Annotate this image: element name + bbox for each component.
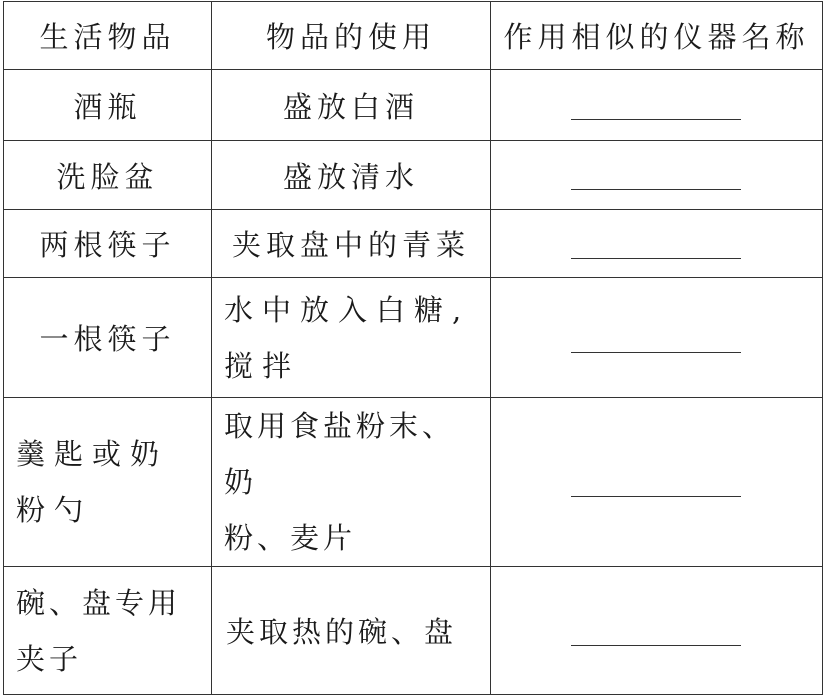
answer-cell: [491, 567, 823, 695]
usage-line: 取用食盐粉末、奶: [224, 409, 456, 499]
usage-line: 粉、麦片: [224, 521, 357, 555]
table-row: [4, 567, 823, 695]
answer-cell: [491, 70, 823, 141]
usage-cell: 盛放清水: [212, 141, 491, 210]
header-item-usage: 物品的使用: [212, 2, 491, 70]
table-row: [4, 278, 823, 398]
usage-line: 搅拌: [224, 348, 301, 383]
item-cell: [4, 398, 212, 567]
item-line: 羹匙或奶: [16, 437, 169, 471]
header-row: [4, 2, 823, 70]
answer-blank[interactable]: [571, 352, 741, 353]
table-row: [4, 70, 823, 141]
usage-line: 水中放入白糖,: [224, 292, 471, 327]
header-daily-item: 生活物品: [4, 2, 212, 70]
answer-cell: [491, 210, 823, 278]
answer-blank[interactable]: [571, 119, 741, 120]
answer-blank[interactable]: [571, 496, 741, 497]
answer-cell: [491, 278, 823, 398]
item-cell: 洗脸盆: [4, 141, 212, 210]
item-cell: [4, 567, 212, 695]
usage-cell: [212, 278, 491, 398]
answer-blank[interactable]: [571, 645, 741, 646]
item-line: 碗、盘专用: [16, 585, 182, 620]
table-row: [4, 398, 823, 567]
usage-cell: [212, 398, 491, 567]
table-row: [4, 141, 823, 210]
item-cell: 酒瓶: [4, 70, 212, 141]
answer-blank[interactable]: [571, 258, 741, 259]
instrument-analogy-table: [3, 1, 823, 695]
answer-blank[interactable]: [571, 189, 741, 190]
usage-cell: 夹取热的碗、盘: [212, 567, 491, 695]
item-line: 夹子: [16, 641, 83, 676]
usage-cell: 夹取盘中的青菜: [212, 210, 491, 278]
answer-cell: [491, 398, 823, 567]
header-similar-instrument: 作用相似的仪器名称: [491, 2, 823, 70]
table-row: [4, 210, 823, 278]
answer-cell: [491, 141, 823, 210]
item-line: 粉勺: [16, 493, 93, 527]
item-cell: 两根筷子: [4, 210, 212, 278]
item-cell: 一根筷子: [4, 278, 212, 398]
usage-cell: 盛放白酒: [212, 70, 491, 141]
